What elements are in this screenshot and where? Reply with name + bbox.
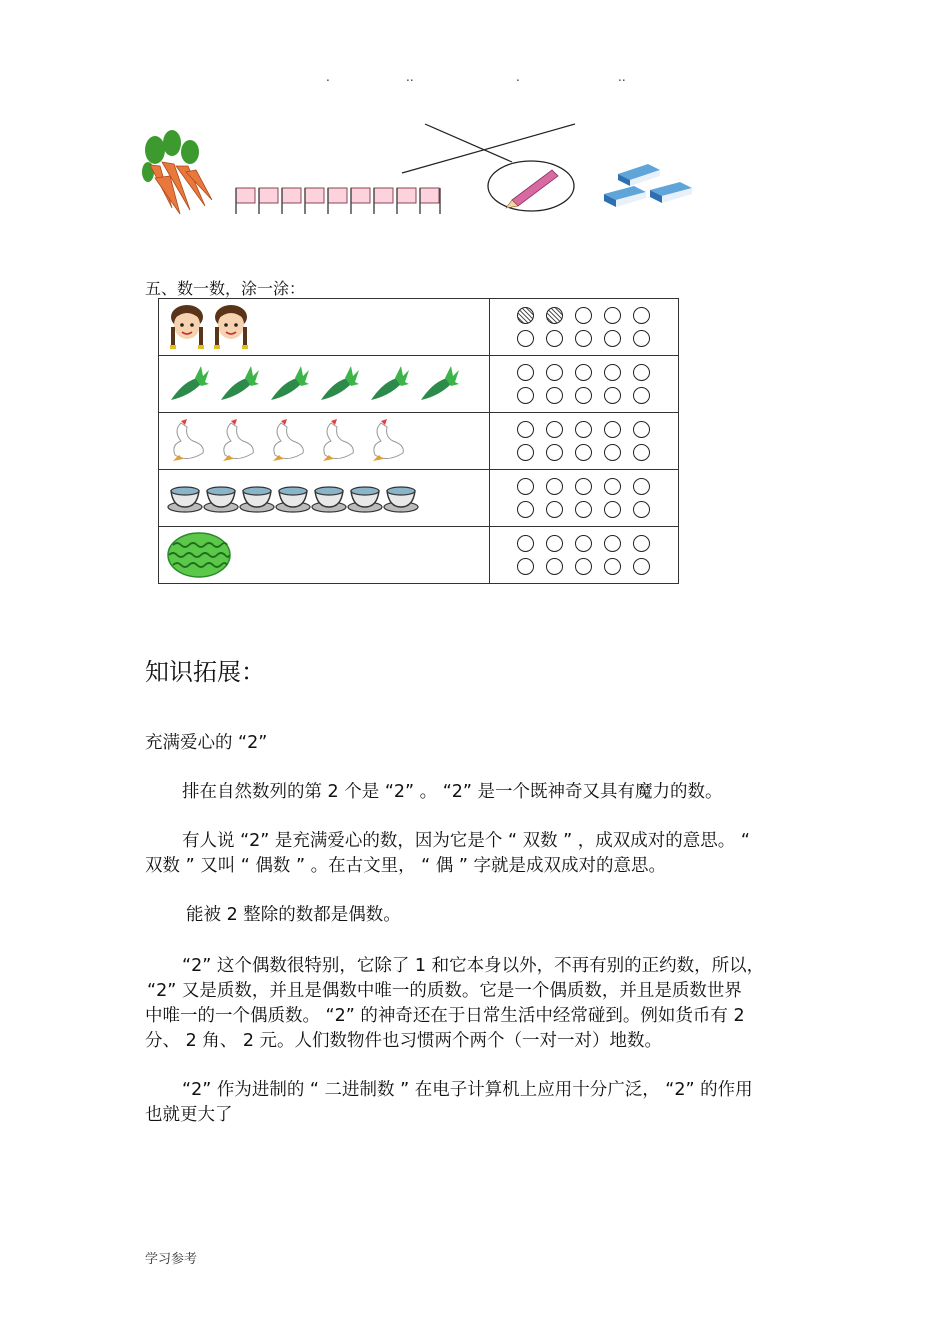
count-table (158, 298, 679, 584)
coloring-circle[interactable] (517, 535, 534, 552)
girl-icon (167, 303, 207, 351)
coloring-circle[interactable] (546, 558, 563, 575)
radish-icon (417, 364, 459, 404)
goose-icon (217, 419, 257, 463)
girl-icon (211, 303, 251, 351)
goose-icon (317, 419, 357, 463)
coloring-circle[interactable] (575, 421, 592, 438)
coloring-circle[interactable] (575, 478, 592, 495)
coloring-circle[interactable] (546, 364, 563, 381)
coloring-circle[interactable] (546, 444, 563, 461)
coloring-circle[interactable] (604, 535, 621, 552)
radish-icon (267, 364, 309, 404)
article-title: 充满爱心的 “2” (145, 733, 268, 753)
section-title: 五、数一数，涂一涂： (145, 279, 306, 298)
coloring-circle[interactable] (575, 364, 592, 381)
coloring-circle[interactable] (575, 330, 592, 347)
coloring-circle[interactable] (546, 307, 563, 324)
coloring-circle[interactable] (517, 307, 534, 324)
coloring-circle[interactable] (604, 501, 621, 518)
coloring-circle[interactable] (633, 558, 650, 575)
carrots-icon (142, 130, 212, 214)
cup-icon (311, 483, 347, 513)
coloring-circle[interactable] (517, 478, 534, 495)
coloring-circle[interactable] (604, 330, 621, 347)
books-icon (604, 164, 692, 207)
goose-icon (367, 419, 407, 463)
circle-grid (490, 307, 678, 347)
table-row (159, 413, 679, 470)
page-footer: 学习参考 (145, 1252, 198, 1267)
coloring-circle[interactable] (517, 387, 534, 404)
coloring-circle[interactable] (546, 421, 563, 438)
cup-icon (203, 483, 239, 513)
cup-icon (275, 483, 311, 513)
article-paragraph: 分、 2 角、 2 元。人们数物件也习惯两个两个（一对一对）地数。 (145, 1031, 663, 1051)
coloring-circle[interactable] (575, 501, 592, 518)
table-row (159, 299, 679, 356)
goose-icon (167, 419, 207, 463)
flags-icon (236, 188, 440, 214)
coloring-circle[interactable] (575, 307, 592, 324)
coloring-circle[interactable] (546, 478, 563, 495)
coloring-circle[interactable] (633, 330, 650, 347)
coloring-circle[interactable] (575, 535, 592, 552)
coloring-circle[interactable] (517, 558, 534, 575)
watermelon-icon (167, 531, 231, 579)
article-paragraph: 也就更大了 (145, 1105, 233, 1125)
coloring-circle[interactable] (604, 421, 621, 438)
coloring-circle[interactable] (633, 478, 650, 495)
article-paragraph: 能被 2 整除的数都是偶数。 (186, 905, 401, 925)
article-paragraph: “2” 这个偶数很特别，它除了 1 和它本身以外，不再有别的正约数，所以， (182, 956, 765, 976)
coloring-circle[interactable] (604, 387, 621, 404)
coloring-circle[interactable] (546, 387, 563, 404)
radish-icon (167, 364, 209, 404)
header-dot: .. (406, 70, 414, 84)
cup-icon (167, 483, 203, 513)
circle-grid (490, 535, 678, 575)
coloring-circle[interactable] (604, 307, 621, 324)
coloring-circle[interactable] (575, 444, 592, 461)
coloring-circle[interactable] (633, 307, 650, 324)
knowledge-heading: 知识拓展： (145, 658, 265, 686)
table-row (159, 356, 679, 413)
table-row (159, 527, 679, 584)
header-dot: . (326, 70, 330, 84)
coloring-circle[interactable] (517, 330, 534, 347)
coloring-circle[interactable] (604, 558, 621, 575)
coloring-circle[interactable] (546, 501, 563, 518)
matching-illustration (0, 110, 950, 230)
header-dot: . (516, 70, 520, 84)
coloring-circle[interactable] (633, 444, 650, 461)
coloring-circle[interactable] (575, 558, 592, 575)
header-dot: .. (618, 70, 626, 84)
circle-grid (490, 364, 678, 404)
circle-grid (490, 478, 678, 518)
row-pictures (159, 299, 489, 355)
radish-icon (317, 364, 359, 404)
row-pictures (159, 356, 489, 412)
goose-icon (267, 419, 307, 463)
coloring-circle[interactable] (633, 364, 650, 381)
coloring-circle[interactable] (546, 330, 563, 347)
table-row (159, 470, 679, 527)
article-paragraph: 排在自然数列的第 2 个是 “2” 。 “2” 是一个既神奇又具有魔力的数。 (182, 782, 723, 802)
cup-icon (347, 483, 383, 513)
row-pictures (159, 413, 489, 469)
coloring-circle[interactable] (604, 478, 621, 495)
article-paragraph: 双数 ” 又叫 “ 偶数 ” 。在古文里， “ 偶 ” 字就是成双成对的意思。 (145, 856, 666, 876)
coloring-circle[interactable] (633, 501, 650, 518)
pencil-icon (506, 170, 558, 208)
row-pictures (159, 527, 489, 583)
coloring-circle[interactable] (604, 444, 621, 461)
coloring-circle[interactable] (517, 444, 534, 461)
article-paragraph: “2” 又是质数，并且是偶数中唯一的质数。它是一个偶质数，并且是质数世界 (147, 981, 742, 1001)
coloring-circle[interactable] (575, 387, 592, 404)
coloring-circle[interactable] (546, 535, 563, 552)
radish-icon (367, 364, 409, 404)
coloring-circle[interactable] (633, 387, 650, 404)
cross-lines (402, 124, 575, 173)
article-paragraph: “2” 作为进制的 “ 二进制数 ” 在电子计算机上应用十分广泛， “2” 的作用 (182, 1080, 753, 1100)
coloring-circle[interactable] (517, 501, 534, 518)
coloring-circle[interactable] (633, 535, 650, 552)
article-paragraph: 中唯一的一个偶质数。 “2” 的神奇还在于日常生活中经常碰到。例如货币有 2 (145, 1006, 745, 1026)
coloring-circle[interactable] (633, 421, 650, 438)
row-pictures (159, 470, 489, 526)
header-dots (0, 70, 950, 90)
article-paragraph: 有人说 “2” 是充满爱心的数，因为它是个 “ 双数 ” ，成双成对的意思。 “ (182, 831, 750, 851)
cup-icon (383, 483, 419, 513)
cup-icon (239, 483, 275, 513)
radish-icon (217, 364, 259, 404)
circle-grid (490, 421, 678, 461)
coloring-circle[interactable] (517, 364, 534, 381)
coloring-circle[interactable] (517, 421, 534, 438)
coloring-circle[interactable] (604, 364, 621, 381)
